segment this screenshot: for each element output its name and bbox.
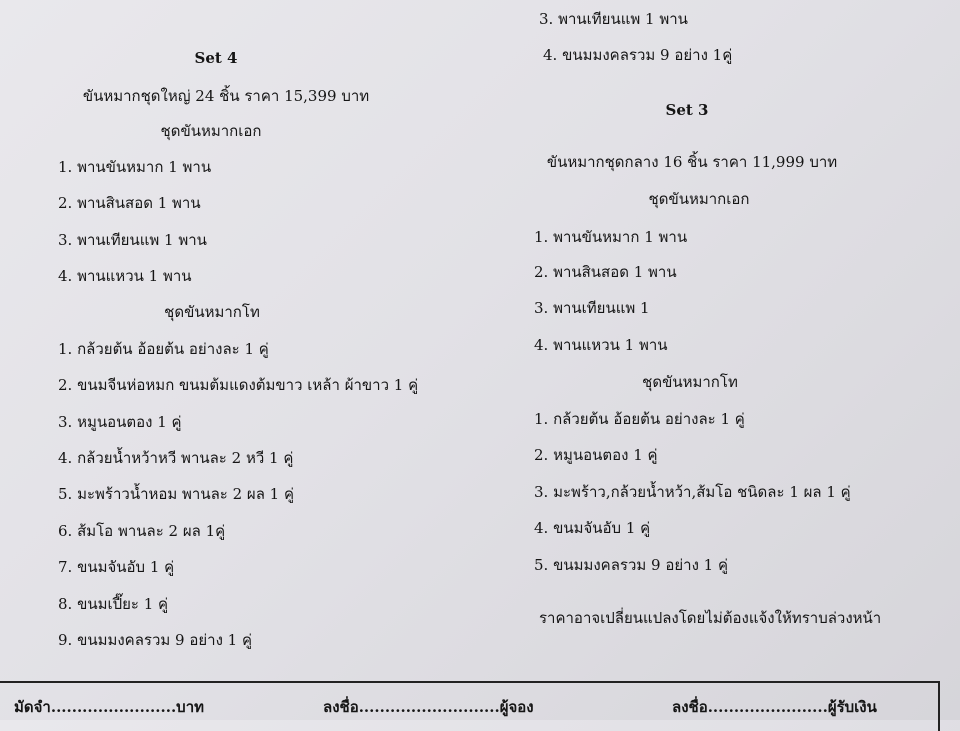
list-item: 3. พานเทียนแพ 1 [534,299,650,317]
list-item: 7. ขนมจันอับ 1 คู่ [58,558,175,576]
set3-description: ขันหมากชุดกลาง 16 ชิ้น ราคา 11,999 บาท [546,153,838,171]
list-item: 4. ขนมมงคลรวม 9 อย่าง 1คู่ [543,46,733,64]
list-item: 3. มะพร้าว,กล้วยน้ำหว้า,ส้มโอ ชนิดละ 1 ผล 1 คู่ [534,483,851,501]
list-item: 1. กล้วยต้น อ้อยต้น อย่างละ 1 คู่ [534,410,745,428]
signature-box [0,681,940,731]
receiver-signature-field: ลงชื่อ.......................ผู้รับเงิน [672,698,877,716]
list-item: 3. หมูนอนตอง 1 คู่ [58,413,182,431]
set3-group1-title: ชุดขันหมากเอก [648,190,750,208]
list-item: 2. ขนมจีนห่อหมก ขนมต้มแดงต้มขาว เหล้า ผ้าขาว 1 คู่ [58,376,419,394]
list-item: 5. ขนมมงคลรวม 9 อย่าง 1 คู่ [534,556,729,574]
set3-title: Set 3 [665,101,709,119]
list-item: 5. มะพร้าวน้ำหอม พานละ 2 ผล 1 คู่ [58,485,295,503]
list-item: 1. กล้วยต้น อ้อยต้น อย่างละ 1 คู่ [58,340,269,358]
list-item: 4. พานแหวน 1 พาน [534,336,668,354]
list-item: 3. พานเทียนแพ 1 พาน [58,231,207,249]
list-item: 1. พานขันหมาก 1 พาน [58,158,212,176]
list-item: 1. พานขันหมาก 1 พาน [534,228,688,246]
list-item: 2. หมูนอนตอง 1 คู่ [534,446,658,464]
list-item: 3. พานเทียนแพ 1 พาน [539,10,688,28]
list-item: 2. พานสินสอด 1 พาน [58,194,201,212]
booker-signature-field: ลงชื่อ...........................ผู้จอง [323,698,534,716]
set4-title: Set 4 [194,49,238,67]
list-item: 2. พานสินสอด 1 พาน [534,263,677,281]
set4-group1-title: ชุดขันหมากเอก [160,122,262,140]
set3-group2-title: ชุดขันหมากโท [642,373,738,391]
set4-description: ขันหมากชุดใหญ่ 24 ชิ้น ราคา 15,399 บาท [82,87,370,105]
deposit-field: มัดจำ........................บาท [14,698,205,716]
list-item: 6. ส้มโอ พานละ 2 ผล 1คู่ [58,522,226,540]
list-item: 4. ขนมจันอับ 1 คู่ [534,519,651,537]
list-item: 4. กล้วยน้ำหว้าหวี พานละ 2 หวี 1 คู่ [58,449,294,467]
list-item: 4. พานแหวน 1 พาน [58,267,192,285]
list-item: 9. ขนมมงคลรวม 9 อย่าง 1 คู่ [58,631,253,649]
list-item: 8. ขนมเปี๊ยะ 1 คู่ [58,595,169,613]
price-disclaimer: ราคาอาจเปลี่ยนแปลงโดยไม่ต้องแจ้งให้ทราบล่วงหน้า [539,609,882,627]
set4-group2-title: ชุดขันหมากโท [164,303,260,321]
